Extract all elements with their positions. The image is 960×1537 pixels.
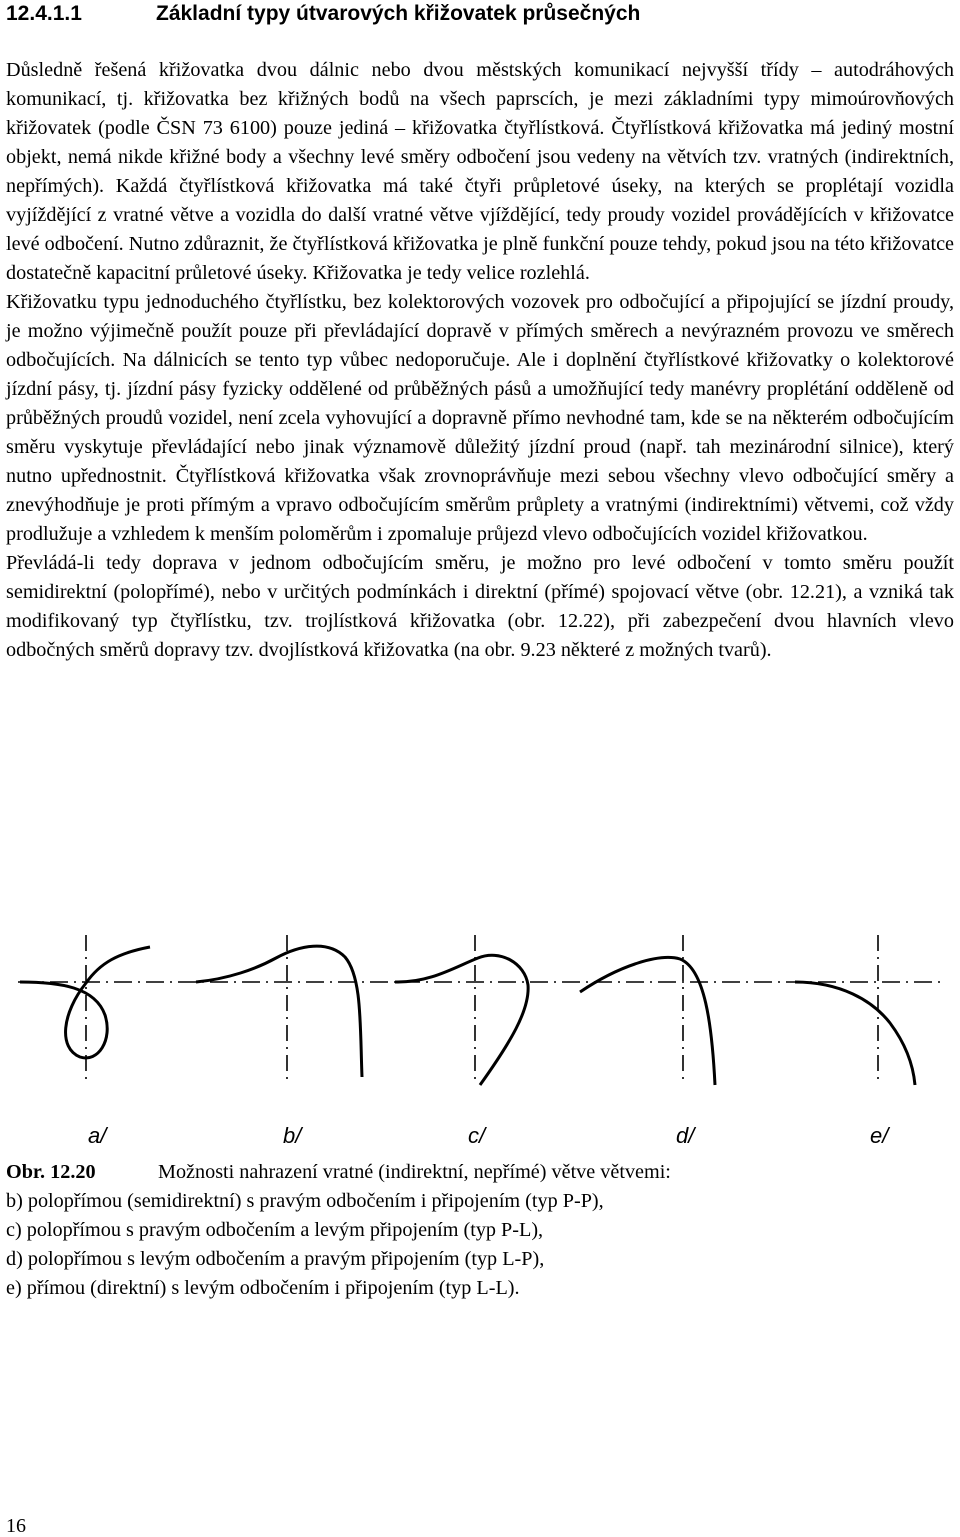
figure-caption: [6, 1158, 954, 1303]
paragraph-3: Převládá-li tedy doprava v jednom odbočujícím směru, je možno pro levé odbočení v tomto směru použít semidirektní (polopřímé), nebo v určitých podmínkách i direktní (přímé) spojovací větve (obr. 12.21), a vzniká tak modifikovaný typ čtyřlístku, tzv. trojlístková křižovatka (obr. 12.22), při zabezpečení dvou hlavních vlevo odbočných směrů dopravy tzv. dvojlístková křižovatka (na obr. 9.23 některé z možných tvarů).: [6, 552, 954, 661]
section-title: Základní typy útvarových křižovatek průsečných: [156, 2, 641, 25]
section-number: 12.4.1.1: [6, 2, 82, 25]
body-text: [6, 56, 954, 665]
caption-title-line: [6, 1158, 954, 1187]
page-number: 16: [6, 1515, 26, 1537]
caption-item-c: c) polopřímou s pravým odbočením a levým připojením (typ P-L),: [6, 1219, 544, 1241]
paragraph-2: Křižovatku typu jednoduchého čtyřlístku, bez kolektorových vozovek pro odbočující a připojující se jízdní proudy, je možno výjimečně použít pouze při převládající dopravě v přímých směrech a nevýrazném provozu ve směrech odbočujících. Na dálnicích se tento typ vůbec nedoporučuje. Ale i doplnění čtyřlístkové křižovatky o kolektorové jízdní pásy, tj. jízdní pásy fyzicky oddělené od průběžných pásů a umožňující tedy manévry proplétání odděleně od průběžných proudů vozidel, není zcela vyhovující a dopravně přímo nevhodné tam, kde se na některém odbočujícím směru vyskytuje převládající nebo jinak významově důležitý jízdní proud (např. tah mezinárodní silnice), který nutno upřednostnit. Čtyřlístková křižovatka však zrovnoprávňuje mezi sebou všechny vlevo odbočující směry a znevýhodňuje je proti přímým a vpravo odbočujícím směrům průplety a vratnými (indirektními) větvemi, což vždy prodlužuje a vzhledem k menším poloměrům i zpomaluje průjezd vlevo odbočujících vozidel křižovatkou.: [6, 291, 954, 545]
figure-label-b: b/: [283, 1123, 302, 1148]
caption-label: Obr. 12.20: [6, 1161, 96, 1183]
figure-label-a: a/: [88, 1123, 107, 1148]
ramp-e-direct: [795, 982, 915, 1085]
figure-label-c: c/: [468, 1123, 486, 1148]
caption-item-e: e) přímou (direktní) s levým odbočením i připojením (typ L-L).: [6, 1277, 520, 1299]
caption-item-d: d) polopřímou s levým odbočením a pravým připojením (typ L-P),: [6, 1248, 545, 1270]
ramp-d-semidirect: [580, 957, 715, 1085]
caption-title: Možnosti nahrazení vratné (indirektní, nepřímé) větve větvemi:: [158, 1161, 671, 1183]
figure-label-d: d/: [676, 1123, 695, 1148]
ramp-c-semidirect: [395, 955, 528, 1085]
ramp-a-loop: [20, 947, 150, 1058]
ramp-variants-figure: [0, 935, 960, 1155]
section-heading: [6, 0, 956, 28]
ramp-b-semidirect: [196, 946, 362, 1077]
caption-item-b: b) polopřímou (semidirektní) s pravým odbočením i připojením (typ P-P),: [6, 1190, 604, 1212]
figure-label-e: e/: [870, 1123, 889, 1148]
paragraph-1: Důsledně řešená křižovatka dvou dálnic nebo dvou městských komunikací nejvyšší třídy – autodráhových komunikací, tj. křižovatka bez křižných bodů na všech paprscích, je mezi základními typy mimoúrovňových křižovatek (podle ČSN 73 6100) pouze jediná – křižovatka čtyřlístková. Čtyřlístková křižovatka má jediný mostní objekt, nemá nikde křižné body a všechny levé směry odbočení jsou vedeny na větvích tzv. vratných (indirektních, nepřímých). Každá čtyřlístková křižovatka má také čtyři průpletové úseky, na kterých se proplétají vozidla vyjíždějící z vratné větve a vozidla do další vratné větve vjíždějící, tedy proudy vozidel provádějících v křižovatce levé odbočení. Nutno zdůraznit, že čtyřlístková křižovatka je plně funkční pouze tehdy, pokud jsou na této křižovatce dostatečně kapacitní průletové úseky. Křižovatka je tedy velice rozlehlá.: [6, 59, 954, 284]
